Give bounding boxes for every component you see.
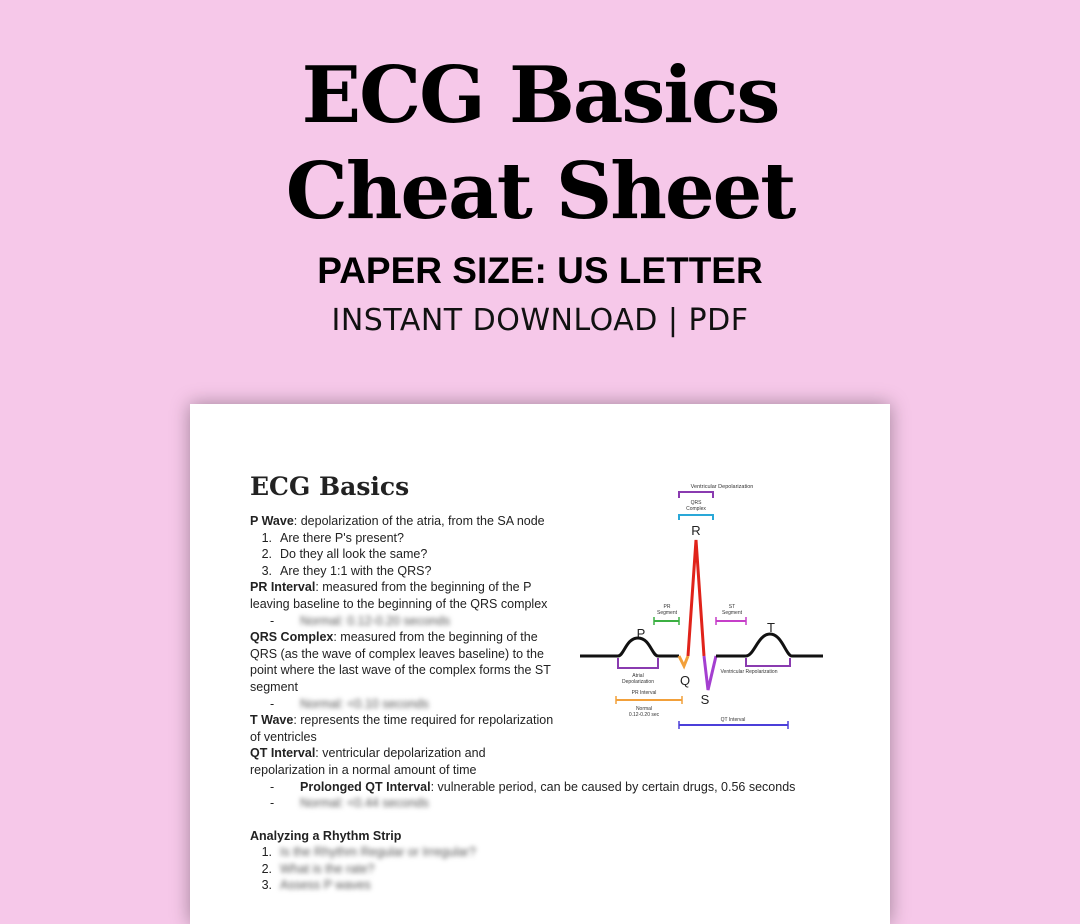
list-item: 2. Do they all look the same? — [261, 547, 428, 562]
qrs-line-2: QRS (as the wave of complex leaves baseline) to the — [250, 646, 544, 661]
download-label: INSTANT DOWNLOAD | PDF — [331, 303, 749, 338]
qrs-text: : measured from the beginning of the — [333, 630, 538, 645]
rhythm-heading — [250, 828, 870, 845]
wave-label-r: R — [691, 523, 701, 538]
qrs-line-4: segment — [250, 679, 298, 694]
pr-interval-label: PR Interval — [631, 690, 657, 696]
wave-label-q: Q — [679, 673, 691, 688]
ventricular-depolarization-bracket — [679, 492, 713, 498]
ventricular-depolarization-label: Ventricular Depolarization — [690, 484, 754, 490]
atrial-depolarization-label-2: Depolarization — [622, 679, 654, 685]
qt-interval-text: : ventricular depolarization and — [315, 746, 486, 761]
prolonged-qt-label: Prolonged QT Interval — [300, 779, 431, 794]
p-wave-item: Do they all look the same? — [280, 547, 428, 562]
pr-interval-text: : measured from the beginning of the P — [315, 580, 532, 595]
list-item: - Normal: <0.44 seconds — [270, 796, 429, 811]
atrial-depolarization-bracket — [618, 658, 658, 668]
p-wave-item: Are there P's present? — [280, 530, 404, 545]
qt-interval-line-2: repolarization in a normal amount of time — [250, 762, 477, 777]
paper-size-label: PAPER SIZE: US LETTER — [317, 250, 763, 291]
qt-interval-label: QT Interval — [720, 717, 746, 723]
list-item: 1. Is the Rhythm Regular or Irregular? — [261, 845, 476, 860]
qrs-normal-value: Normal: <0.10 seconds — [300, 696, 429, 711]
t-wave-line-2: of ventricles — [250, 729, 317, 744]
wave-label-p: P — [636, 626, 646, 641]
ventricular-repolarization-label: Ventricular Repolarization — [720, 669, 778, 675]
ventricular-repolarization-bracket — [746, 658, 790, 666]
st-segment-label-1: ST — [728, 604, 736, 610]
qt-normal-value: Normal: <0.44 seconds — [300, 796, 429, 811]
qrs-complex-label-1: QRS — [690, 500, 702, 506]
rhythm-item: Assess P waves — [280, 878, 371, 893]
hero-title-line-1: ECG Basics — [301, 50, 779, 141]
qrs-line-3: point where the last wave of the complex forms the ST — [250, 663, 551, 678]
wave-label-t: T — [767, 620, 775, 635]
q-wave — [679, 656, 688, 666]
list-item: 2. What is the rate? — [261, 861, 375, 876]
p-wave-label: P Wave — [250, 514, 294, 528]
qrs-label: QRS Complex — [250, 630, 334, 645]
prolonged-qt-text: : vulnerable period, can be caused by certain drugs, 0.56 seconds — [430, 779, 796, 794]
list-item: 1. Are there P's present? — [261, 530, 404, 545]
list-item: 3. Assess P waves — [261, 878, 371, 893]
list-item: - Normal: 0.12-0.20 seconds — [270, 613, 451, 628]
qt-interval-label: QT Interval — [250, 746, 316, 761]
rhythm-heading-text: Analyzing a Rhythm Strip — [250, 828, 402, 843]
baseline-p-wave — [580, 638, 679, 656]
pr-segment-label-1: PR — [663, 604, 671, 610]
cheat-sheet-preview — [190, 404, 890, 924]
st-segment-label-2: Segment — [721, 610, 743, 616]
hero-title-line-2: Cheat Sheet — [285, 146, 795, 237]
qrs-complex-label-2: Complex — [686, 506, 706, 512]
t-wave-text: : represents the time required for repolarization — [293, 713, 554, 728]
rhythm-item: Is the Rhythm Regular or Irregular? — [280, 845, 476, 860]
atrial-depolarization-label-1: Atrial — [632, 673, 644, 679]
list-item: - Prolonged QT Interval: vulnerable period, can be caused by certain drugs, 0.56 seconds — [270, 779, 796, 794]
list-item: - Normal: <0.10 seconds — [270, 696, 429, 711]
t-wave-label: T Wave — [250, 713, 294, 728]
pr-interval-line-2: leaving baseline to the beginning of the QRS complex — [250, 596, 548, 611]
baseline-t-wave — [716, 634, 823, 656]
qt-interval-line — [250, 745, 870, 762]
pr-segment-label-2: Segment — [656, 610, 678, 616]
pr-normal-label-1: Normal — [635, 706, 653, 712]
wave-label-s: S — [700, 692, 710, 707]
qrs-complex-bracket — [679, 515, 713, 520]
rhythm-item: What is the rate? — [280, 861, 375, 876]
pr-interval-label: PR Interval — [250, 580, 316, 595]
pr-normal-value: Normal: 0.12-0.20 seconds — [300, 613, 451, 628]
pr-normal-label-2: 0.12-0.20 sec — [628, 712, 660, 718]
p-wave-item: Are they 1:1 with the QRS? — [280, 563, 432, 578]
r-wave — [688, 540, 704, 656]
list-item: 3. Are they 1:1 with the QRS? — [261, 563, 432, 578]
s-wave — [704, 656, 716, 690]
ecg-waveform-diagram — [578, 480, 838, 730]
hero-title — [0, 48, 1080, 240]
p-wave-text: : depolarization of the atria, from the SA node — [293, 514, 545, 528]
sheet-title: ECG Basics — [250, 472, 410, 501]
